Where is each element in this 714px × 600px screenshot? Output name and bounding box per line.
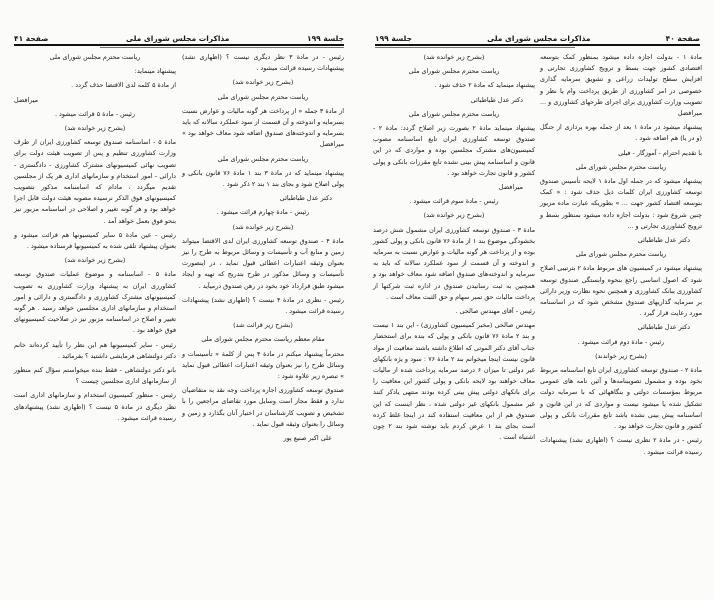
paragraph: (بشرح زیر قرائت شد)	[233, 321, 293, 330]
paragraph: رئیس - در مادة ۲ نظری نیست ؟ (اظهاری نشد) پیشنهادات رسیده قرائت میشود .	[540, 436, 702, 456]
paragraph: ریاست محترم مجلس شورای ملی	[575, 250, 667, 259]
paragraph: ریاست محترم مجلس شورای ملی	[49, 53, 141, 61]
paragraph: (بشرح زیر خوانده شد)	[232, 222, 294, 231]
page-number: صفحة ۴۱	[14, 34, 49, 43]
paragraph: با تقدیم احترام - آموزگار - فیلی	[618, 148, 702, 157]
paragraph: ریاست محترم مجلس شورای ملی	[408, 109, 500, 118]
paragraph: رئیس - نظری در مادة ۴ نیست ؟ (اظهاری نشد) پیشنهادات رسیده قرائت میشود .	[182, 295, 344, 316]
text-column-left	[373, 52, 535, 447]
paragraph: از مادة ۳ جمله « از پرداخت هر گونه مالیات و عوارض نسبت بسرمایه و اندوخته و آن قسمت از سود عملکرد سالانه که باید بسرمایه و اندوخته‌های صندوق اضافه شود معاف خواهد بود » میرافضل	[182, 106, 344, 149]
page-header	[14, 29, 344, 43]
paragraph: (بشرح زیر خواندند)	[595, 351, 647, 360]
text-column-left	[14, 52, 176, 427]
paragraph: پیشنهاد مینماید مادة ۲ بصورت زیر اصلاح گردد: مادة ۲ - صندوق توسعه کشاورزی ایران تابع اساسنامه مصوب کمیسیون‌های مشترک مجلسین بوده و مواردی که در این قانون و اساسنامه پیش بینی نشده تابع مقررات بانکی و پولی کشور و قانون تجارت خواهد بود .	[373, 124, 536, 177]
page-header	[375, 29, 700, 43]
paragraph: علی اکبر صنیع پور	[283, 434, 332, 443]
paragraph: رئیس - سایر کمیسیونها هم این نظر را تأیید کرده‌اند خانم دکتر دولتشاهی فرمایشی داشتید ؟ بفرمائید .	[14, 340, 176, 360]
paragraph: مقام معظم ریاست محترم مجلس شورای ملی	[201, 335, 325, 344]
paragraph: ریاست محترم مجلس شورای ملی	[575, 162, 667, 171]
paragraph: بانو دکتر دولتشاهی - فقط بنده میخواستم سؤال کنم منظور از سازمانهای اداری مجلسین چیست ؟	[14, 366, 176, 386]
header-rule-thin	[375, 47, 575, 48]
paragraph: رئیس - مادة ۵ قرائت میشود .	[54, 109, 136, 118]
paragraph: مادة ۱ - بدولت اجازه داده میشود بمنظور کمک بتوسعه اقتصادی کشور جهت بسط و ترویج کشاورزی تجارتی و افزایش سطح تولیدات زراعی و تشویق سرمایه گذاری خصوصی در امر کشاورزی از طریق پرداخت وام یا نظر و تصویب وزارت کشاورزی برای اجرای طرحهای کشاورزی و ... میرافضل	[540, 53, 702, 118]
paragraph: پیشنهاد میشود که در جمله اول مادة ۱ لایحه تأسیس صندوق توسعه کشاورزی ایران کلمات ذیل حذف شود : « کمک بتوسعه اقتصاد کشور جهت ... » بطوریکه عبارت ماده مزبور چنین شروع شود : بدولت اجازه داده میشود بمنظور بسط و ترویج کشاورزی تجارتی و ...	[540, 177, 702, 230]
running-title: مذاکرات مجلس شورای ملی	[126, 34, 230, 43]
paragraph: رئیس - مادة دوم قرائت میشود .	[577, 337, 665, 346]
paragraph: مادة ۲ - صندوق توسعه کشاورزی ایران تابع اساسنامه مربوط بخود بوده و مشمول تصویبنامه‌ها و آئین نامه های عمومی مربوط بمؤسسات دولتی و بنگاههائی که با سرمایه دولت تشکیل شده یا میشود نیست و مواردی که در این قانون و اساسنامه پیش بینی نشده باشد تابع مقررات بانکی و پولی کشور و قانون تجارت خواهد بود .	[540, 366, 702, 431]
paragraph: مادة ۳ - صندوق توسعه کشاورزی ایران مشمول شش درصد بخشودگی موضوع بند ۱ از مادة ۷۶ قانون بانکی و پولی کشور بوده و از پرداخت هر گونه مالیات و عوارض نسبت به سرمایه و اندوخته و آن قسمت از سود عملکرد سالانه که باید به سرمایه و اندوخته‌های صندوق اضافه شود معاف خواهد بود و همچنین به ثبت رسانیدن صندوق در اداره ثبت شرکتها از پرداخت مالیات حق تمبر سهام و حق الثبت معاف است .	[373, 225, 536, 301]
running-title: مذاکرات مجلس شورای ملی	[487, 34, 591, 43]
paragraph: (بشرح زیر خوانده شد)	[64, 256, 126, 265]
paragraph: دکتر عدل طباطبائی	[637, 236, 690, 245]
page-40	[357, 0, 714, 600]
paragraph: ریاست محترم مجلس شورای ملی	[217, 154, 309, 163]
text-column-right	[540, 52, 702, 461]
paragraph: میرافضل	[498, 183, 523, 192]
header-rule-thin	[100, 47, 344, 48]
paragraph: پیشنهاد مینماید که در مادة ۳ بند ۱ مادة ۷۶ قانون بانکی و پولی اصلاح شود و بجای بند ۱ بند ۲ ذکر شود .	[182, 168, 344, 189]
paragraph: میرافضل	[14, 95, 39, 104]
paragraph: رئیس - عین مادة ۵ سایر کمیسیونها هم قرائت میشود و بعنوان پیشنهاد تلقی شده به کمیسیونها فرستاده میشود .	[14, 230, 176, 251]
paragraph: پیشنهاد مینماید که مادة ۲ حذف شود .	[434, 81, 535, 90]
paragraph: رئیس - مادة سوم قرائت میشود .	[409, 197, 499, 206]
paragraph: (بشرح زیر خوانده شد)	[64, 124, 126, 133]
paragraph: (بشرح زیر خوانده شد)	[423, 53, 485, 61]
header-rule	[14, 44, 344, 46]
paragraph: پیشنهاد میشود در کمیسیون های مربوط مادة ۲ بترتیبی اصلاح شود که اصول اساسی راجع بنحوه وابستگی صندوق توسعه کشاورزی ببانک کشاورزی و همچنین نحوه نظارت وزیر دارائی بر سرمایه گذاریهای صندوق مشخص شود که در اساسنامه مورد رعایت قرار گیرد .	[540, 264, 702, 318]
paragraph: رئیس - در مادة ۳ نظر دیگری نیست ؟ (اظهاری نشد) پیشنهادات رسیده قرائت میشود .	[182, 53, 344, 73]
paragraph: مادة ۵ - اساسنامه صندوق توسعه کشاورزی ایران از طرف وزارت کشاورزی تنظیم و پس از تصویب هیئت دولت برای تصویب نهائی کمیسیونهای مشترک کشاورزی - دادگستری - دارائی - امور استخدام و سازمانهای اداری هر یک از مجلسین تقدیم میگردد ، مادام که اساسنامه مذکور بتصویب کمیسیونهای فوق الذکر نرسیده مصوبه هیئت دولت قابل اجرا خواهد بود و هر گونه تغییر و اصلاحی در اساسنامه مزبور نیز بنحو فوق بعمل خواهد آمد .	[14, 138, 176, 225]
paragraph: مادة ۴ - صندوق توسعه کشاورزی ایران لدی الاقتضا میتواند زمین و منابع آب و تأسیسات و وسائل مربوط به طرح را نیز بعنوان وثیقه اعتبارات اعطائی قبول نماید ، در اینصورت تأسیسات و وسائل مذکور در طرح بتدریج که تهیه و ایجاد میشود طبق قرارداد خود بخود در رهن صندوق درمیآید .	[182, 236, 344, 290]
paragraph: پیشنهاد مینماید:	[134, 67, 176, 76]
paragraph: رئیس - منظور کمیسیون استخدام و سازمانهای اداری است نظر دیگری در مادة ۵ نیست ؟ (اظهاری نشد) پیشنهادهای رسیده قرائت میشود .	[14, 391, 176, 422]
paragraph: دکتر عدل طباطبائی	[470, 95, 523, 104]
paragraph: رئیس - آقای مهندس صالحی .	[455, 307, 535, 316]
paragraph: از مادة ۵ کلمه لدی الاقتضا حذف گردد .	[71, 81, 176, 90]
session-number: جلسة ۱۹۹	[375, 34, 413, 43]
paragraph: ریاست محترم مجلس شورای ملی	[217, 92, 309, 101]
header-rule	[375, 44, 700, 46]
paragraph: مهندس صالحی (مخبر کمیسیون کشاورزی) - این بند ۱ نیست و بند ۲ مادة ۷۶ قانون بانکی و پولی که بنده برای استحضار جناب آقای دکتر الموتی که اطلاع داشته باشند معافیت از مواد قانون نیست اینجا میخوانم بند ۲ مادة ۷۶ : سود و یژه بانکهای غیر دولتی تا میزان ۶ درصد سرمایه پرداخت شده از مالیات معاف خواهند بود لایحه بانکی و پولی کشور این معافیت را برای بانکهای دولتی پیش بینی کرده بودند منتهی یادکر کنند غیر مشمول بانکهای غیر دولتی شده ، نظر اینست که این صندوق هم از این معافیت استفاده کند در اینجا غلط کرده است بجای بند ۱ عرض کردم باید نوشته شود بند ۲ چون اشتباه است .	[373, 321, 535, 442]
paragraph: دکتر عدل طباطبائی	[637, 323, 690, 332]
paragraph: دکتر عدل طباطبائی	[279, 194, 332, 203]
paragraph: صندوق توسعه کشاورزی اجازه پرداخت وجه نقد به متقاضیان ندارد و فقط مجاز است وسایل مورد تقاضای مراجعین را با تشخیص و تصویب کارشناسان در اختیار آنان بگذارد و زمین و وسائل را بعنوان وثیقه قبول نماید .	[182, 386, 344, 428]
paragraph: مادة ۵ - اساسنامه و موضوع عملیات صندوق توسعه کشاورزی ایران به پیشنهاد وزارت کشاورزی به تصویب کمیسیونهای مشترک کشاورزی و دادگستری و دارائی و امور استخدام و سازمانهای اداری مجلسین خواهد رسید . هر گونه تغییر و اصلاح در اساسنامه مزبور نیز در صلاحیت کمیسیونهای فوق خواهد بود .	[14, 270, 176, 335]
paragraph: رئیس - مادة چهارم قرائت میشود .	[216, 208, 310, 217]
paragraph: (بشرح زیر خوانده شد)	[423, 211, 485, 220]
paragraph: (بشرح زیر خوانده شد)	[232, 78, 294, 87]
paragraph: پیشنهاد میشود در مادة ۱ بعد از جمله بهره برداری از جنگل (و در یا) هم اضافه شود .	[540, 123, 702, 143]
session-number: جلسة ۱۹۹	[307, 34, 344, 43]
paragraph: ریاست محترم مجلس شورای ملی	[408, 67, 500, 76]
paragraph: محترماً پیشنهاد میکنم در مادة ۴ پس از کلمة « تأسیسات و وسائل طرح را نیز بعنوان وثیقه اعتبارات اعطائی قبول نماید » تبصره زیر علاوه شود :	[182, 349, 344, 381]
text-column-right	[182, 52, 344, 447]
page-number: صفحة ۴۰	[665, 34, 700, 43]
